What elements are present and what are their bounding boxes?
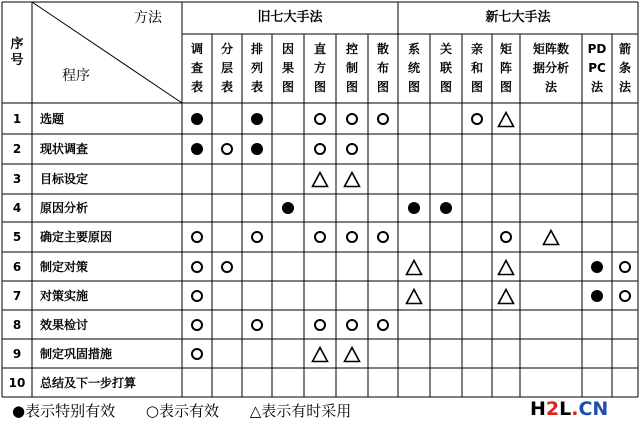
mark-open-circle	[500, 231, 512, 243]
mark-open-circle	[251, 319, 263, 331]
mark-open-circle	[221, 261, 233, 273]
row-number: 5	[12, 230, 22, 244]
method-header-9: 亲 和 图	[470, 42, 483, 94]
row-procedure-name: 总结及下一步打算	[40, 375, 137, 390]
mark-open-circle	[314, 319, 326, 331]
row-procedure-name: 确定主要原因	[40, 230, 113, 244]
mark-filled-circle	[282, 202, 294, 214]
row-procedure-name: 效果检讨	[40, 317, 89, 332]
row-number: 4	[12, 201, 22, 215]
mark-open-circle	[191, 261, 203, 273]
method-header-7: 系 统 图	[407, 42, 420, 94]
mark-open-circle	[471, 113, 483, 125]
header-old-group: 旧七大手法	[257, 10, 323, 25]
method-header-4: 直 方 图	[313, 42, 326, 94]
mark-open-circle	[191, 319, 203, 331]
mark-open-circle	[314, 113, 326, 125]
mark-open-circle	[346, 319, 358, 331]
mark-open-circle	[346, 143, 358, 155]
row-procedure-name: 制定巩固措施	[40, 346, 113, 361]
header-method: 方法	[134, 10, 162, 26]
mark-triangle	[497, 259, 515, 276]
row-number: 10	[8, 375, 26, 390]
mark-triangle	[405, 288, 423, 305]
mark-triangle	[343, 346, 361, 363]
legend-triangle: △表示有时采用	[249, 402, 352, 420]
mark-filled-circle	[251, 113, 263, 125]
row-procedure-name: 对策实施	[40, 288, 89, 303]
legend	[12, 400, 377, 421]
header-procedure: 程序	[62, 68, 90, 84]
mark-triangle	[497, 288, 515, 305]
row-number: 8	[12, 317, 22, 332]
mark-open-circle	[191, 348, 203, 360]
method-header-3: 因 果 图	[281, 42, 294, 94]
method-header-2: 排 列 表	[250, 42, 263, 94]
mark-triangle	[497, 111, 515, 128]
method-header-13: 箭 条 法	[618, 42, 631, 94]
mark-filled-circle	[591, 261, 603, 273]
header-seq: 序 号	[10, 36, 24, 68]
row-number: 9	[12, 346, 22, 361]
mark-open-circle	[377, 319, 389, 331]
method-header-12: PD PC 法	[587, 42, 607, 94]
mark-triangle	[311, 171, 329, 188]
row-number: 7	[12, 288, 22, 303]
row-procedure-name: 原因分析	[40, 201, 89, 215]
mark-open-circle	[221, 143, 233, 155]
method-header-6: 散 布 图	[376, 42, 389, 94]
watermark-suffix: CN	[578, 398, 609, 420]
mark-triangle	[405, 259, 423, 276]
method-header-0: 调 查 表	[190, 42, 203, 94]
row-number: 1	[12, 111, 22, 126]
row-procedure-name: 目标设定	[40, 172, 89, 186]
method-header-5: 控 制 图	[345, 42, 358, 94]
mark-open-circle	[619, 261, 631, 273]
mark-triangle	[343, 171, 361, 188]
method-header-8: 关 联 图	[439, 42, 452, 94]
mark-triangle	[311, 346, 329, 363]
row-procedure-name: 选题	[40, 111, 65, 126]
mark-open-circle	[191, 231, 203, 243]
row-procedure-name: 现状调查	[40, 142, 89, 156]
row-number: 3	[12, 172, 22, 186]
mark-open-circle	[377, 113, 389, 125]
method-header-1: 分 层 表	[220, 42, 233, 94]
mark-triangle	[542, 229, 560, 246]
mark-filled-circle	[440, 202, 452, 214]
row-number: 2	[12, 142, 22, 156]
mark-open-circle	[377, 231, 389, 243]
row-number: 6	[12, 259, 22, 274]
mark-open-circle	[251, 231, 263, 243]
legend-filled: ●表示特别有效	[12, 402, 116, 420]
method-header-10: 矩 阵 图	[499, 42, 512, 94]
mark-filled-circle	[191, 113, 203, 125]
row-procedure-name: 制定对策	[40, 259, 89, 274]
mark-filled-circle	[591, 290, 603, 302]
method-header-11: 矩阵数 据分析 法	[532, 42, 569, 94]
mark-open-circle	[619, 290, 631, 302]
mark-open-circle	[346, 231, 358, 243]
mark-open-circle	[314, 143, 326, 155]
mark-open-circle	[346, 113, 358, 125]
mark-filled-circle	[408, 202, 420, 214]
mark-filled-circle	[251, 143, 263, 155]
watermark-logo: H2L.CN	[530, 398, 609, 420]
header-new-group: 新七大手法	[485, 10, 551, 25]
mark-open-circle	[191, 290, 203, 302]
legend-open: ○表示有效	[145, 402, 219, 420]
mark-open-circle	[314, 231, 326, 243]
mark-filled-circle	[191, 143, 203, 155]
